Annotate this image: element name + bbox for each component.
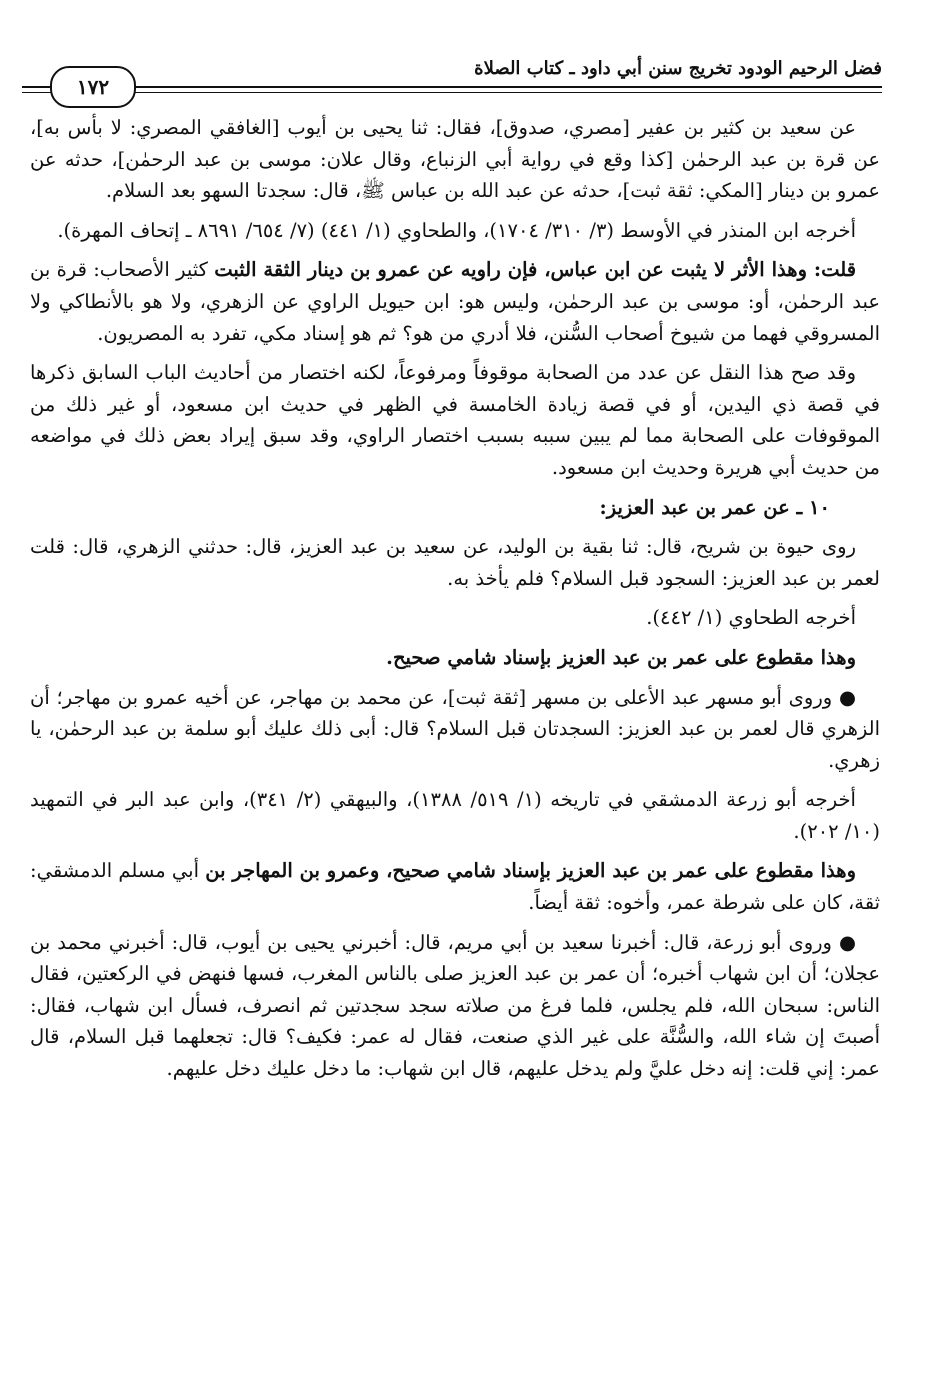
paragraph-isnad-ibn-abbas: عن سعيد بن كثير بن عفير [مصري، صدوق]، فقال: ثنا يحيى بن أيوب [الغافقي المصري: لا بأس به]، عن قرة بن عبد الرحمٰن [كذا وقع في رواية أبي الزنباع، وقال علان: موسى بن عبد الرحمٰن]، حدثه عن عمرو بن دينار [المكي: ثقة ثبت]، حدثه عن عبد الله بن عباس ﷺ، قال: سجدتا السهو بعد السلام. xyxy=(30,116,880,203)
page-body xyxy=(30,112,880,1093)
paragraph-judgement-1: وهذا مقطوع على عمر بن عبد العزيز بإسناد شامي صحيح. xyxy=(386,645,856,669)
paragraph-takhrij-abu-zurah: أخرجه أبو زرعة الدمشقي في تاريخه (١/ ٥١٩/ ١٣٨٨)، والبيهقي (٢/ ٣٤١)، وابن عبد البر في التمهيد (١٠/ ٢٠٢). xyxy=(30,788,880,843)
bold-lead-text: قلت: وهذا الأثر لا يثبت عن ابن عباس، فإن راويه عن عمرو بن دينار الثقة الثبت xyxy=(214,258,857,282)
paragraph-takhrij-tahawi: أخرجه الطحاوي (١/ ٤٤٢). xyxy=(646,606,856,630)
running-header xyxy=(22,52,882,100)
paragraph-hayawah: روى حيوة بن شريح، قال: ثنا بقية بن الوليد، عن سعيد بن عبد العزيز، قال: حدثني الزهري، قال: قلت لعمر بن عبد العزيز: السجود قبل السلام؟ فلم يأخذ به. xyxy=(30,535,880,590)
paragraph-text: أبي مسلم الدمشقي: ثقة، كان على شرطة عمر، وأخوه: ثقة أيضاً. xyxy=(30,859,880,915)
paragraph-abu-zurah-narration: ● وروى أبو زرعة، قال: أخبرنا سعيد بن أبي مريم، قال: أخبرني يحيى بن أيوب، قال: أخبرني محمد بن عجلان؛ أن ابن شهاب أخبره؛ أن عمر بن عبد العزيز صلى بالناس المغرب، فسها فنهض في الركعتين، فقال الناس: سبحان الله، فلم يجلس، فلما فرغ من صلاته سجد سجدتين ثم انصرف، فسأل ابن شهاب، فقال: أصبتَ إن شاء الله، والسُّنَّة على غير الذي صنعت، فقال له عمر: فكيف؟ قال: تجعلهما قبل السلام، قال عمر: إني قلت: إنه دخل عليَّ ولم يدخل عليهم، قال ابن شهاب: ما دخل عليك دخل عليهم. xyxy=(30,930,880,1081)
paragraph-qultu-ibn-abbas xyxy=(30,254,880,349)
running-header-title: فضل الرحيم الودود تخريج سنن أبي داود ـ كتاب الصلاة xyxy=(474,58,882,79)
header-rule-thin xyxy=(22,92,882,93)
paragraph-judgement-2 xyxy=(30,855,880,918)
paragraph-discussion: وقد صح هذا النقل عن عدد من الصحابة موقوفاً ومرفوعاً، لكنه اختصار من أحاديث الباب السابق ذكرها في قصة ذي اليدين، أو في قصة زيادة الخامسة في الظهر في حديث ابن مسعود، أو غير ذلك من الموقوفات على الصحابة مما لم يبين سببه بسبب اختصار الراوي، وقد سبق إيراد بعض ذلك في مواضعه من حديث أبي هريرة وحديث ابن مسعود. xyxy=(30,361,880,479)
page-number-badge: ١٧٢ xyxy=(50,66,136,108)
bold-lead-text: وهذا مقطوع على عمر بن عبد العزيز بإسناد شامي صحيح، وعمرو بن المهاجر بن xyxy=(205,859,856,883)
paragraph-text: كثير الأصحاب: قرة بن عبد الرحمٰن، أو: موسى بن عبد الرحمٰن، وليس هو: ابن حيويل الراوي عن الزهري، ولا هو بالأنطاكي ولا المسروقي فهما من شيوخ أصحاب السُّنن، فلا أدري من هو؟ ثم هو إسناد مكي، تفرد به المصريون. xyxy=(30,258,880,345)
paragraph-takhrij-1: أخرجه ابن المنذر في الأوسط (٣/ ٣١٠/ ١٧٠٤)، والطحاوي (١/ ٤٤١) (٧/ ٦٥٤/ ٨٦٩١ ـ إتحاف المهرة). xyxy=(57,218,856,242)
paragraph-abu-mushir: ● وروى أبو مسهر عبد الأعلى بن مسهر [ثقة ثبت]، عن محمد بن مهاجر، عن أخيه عمرو بن مهاجر؛ أن الزهري قال لعمر بن عبد العزيز: السجدتان قبل السلام؟ قال: أبى ذلك عليك أبو سلمة بن عبد الرحمٰن، يا زهري. xyxy=(30,685,880,772)
section-heading-umar-abdulaziz: ١٠ ـ عن عمر بن عبد العزيز: xyxy=(599,495,830,519)
header-rule xyxy=(22,86,882,88)
